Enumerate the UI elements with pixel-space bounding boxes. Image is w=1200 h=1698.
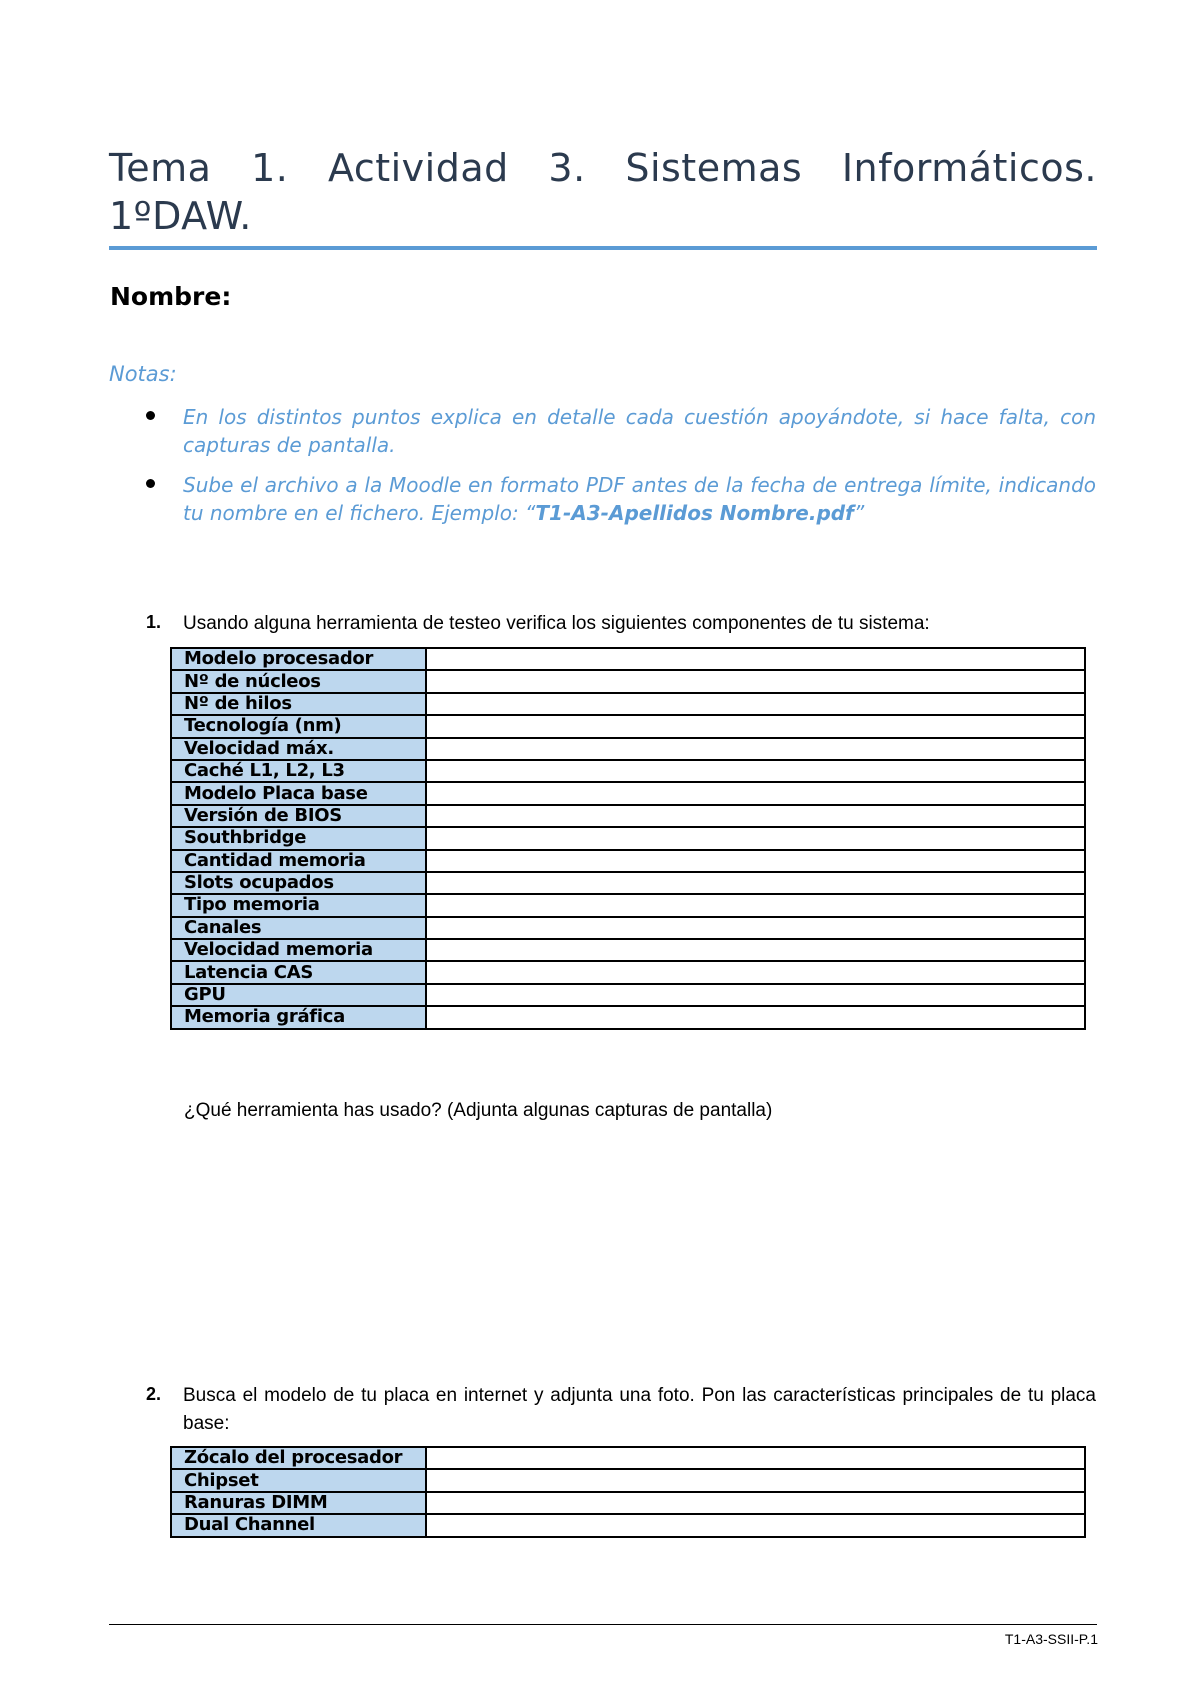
row-value-field[interactable] [426, 917, 1085, 939]
row-label: Cantidad memoria [171, 850, 426, 872]
row-label: Chipset [171, 1469, 426, 1491]
table-row [171, 1492, 1085, 1514]
row-value-field[interactable] [426, 760, 1085, 782]
table-row [171, 782, 1085, 804]
row-value-field[interactable] [426, 872, 1085, 894]
question-number: 1. [146, 612, 162, 632]
row-value-field[interactable] [426, 894, 1085, 916]
row-value-field[interactable] [426, 1006, 1085, 1028]
table-row [171, 961, 1085, 983]
table-row [171, 850, 1085, 872]
row-label: Velocidad memoria [171, 939, 426, 961]
row-value-field[interactable] [426, 1514, 1085, 1536]
row-value-field[interactable] [426, 805, 1085, 827]
table-row [171, 693, 1085, 715]
row-label: Ranuras DIMM [171, 1492, 426, 1514]
tool-question: ¿Qué herramienta has usado? (Adjunta algunas capturas de pantalla) [184, 1100, 773, 1121]
note-item [183, 471, 1096, 527]
row-value-field[interactable] [426, 670, 1085, 692]
note-text-end: ” [853, 501, 865, 525]
table-row [171, 738, 1085, 760]
bullet-icon [146, 479, 155, 488]
row-label: Velocidad máx. [171, 738, 426, 760]
bullet-icon [146, 411, 155, 420]
question-text: Busca el modelo de tu placa en internet y adjunta una foto. Pon las características principales de tu placa base: [183, 1385, 1096, 1434]
note-item: En los distintos puntos explica en detalle cada cuestión apoyándote, si hace falta, con capturas de pantalla. [183, 405, 1096, 457]
row-value-field[interactable] [426, 648, 1085, 670]
row-value-field[interactable] [426, 693, 1085, 715]
motherboard-table [170, 1446, 1086, 1538]
note-text: Sube el archivo a la Moodle en formato PDF antes de la fecha de entrega límite, indicando tu nombre en el fichero. Ejemplo: “ [183, 473, 1096, 525]
table-row [171, 1514, 1085, 1536]
row-label: GPU [171, 984, 426, 1006]
note-filename: T1-A3-Apellidos Nombre.pdf [535, 501, 854, 525]
row-value-field[interactable] [426, 738, 1085, 760]
row-value-field[interactable] [426, 715, 1085, 737]
row-value-field[interactable] [426, 850, 1085, 872]
row-label: Zócalo del procesador [171, 1447, 426, 1469]
row-label: Canales [171, 917, 426, 939]
footer-page-code: T1-A3-SSII-P.1 [1004, 1631, 1098, 1647]
row-label: Dual Channel [171, 1514, 426, 1536]
table-row [171, 984, 1085, 1006]
row-value-field[interactable] [426, 1492, 1085, 1514]
row-label: Tecnología (nm) [171, 715, 426, 737]
table-row [171, 1006, 1085, 1028]
table-row [171, 917, 1085, 939]
table-row [171, 805, 1085, 827]
row-value-field[interactable] [426, 1447, 1085, 1469]
row-value-field[interactable] [426, 939, 1085, 961]
row-label: Modelo Placa base [171, 782, 426, 804]
system-components-table [170, 647, 1086, 1030]
row-value-field[interactable] [426, 961, 1085, 983]
table-row [171, 939, 1085, 961]
row-label: Modelo procesador [171, 648, 426, 670]
question-text: Usando alguna herramienta de testeo verifica los siguientes componentes de tu sistema: [183, 613, 930, 634]
table-row [171, 648, 1085, 670]
table-row [171, 670, 1085, 692]
title-underline [109, 246, 1097, 250]
table-row [171, 1469, 1085, 1491]
row-value-field[interactable] [426, 984, 1085, 1006]
row-value-field[interactable] [426, 827, 1085, 849]
table-row [171, 715, 1085, 737]
row-label: Southbridge [171, 827, 426, 849]
table-row [171, 1447, 1085, 1469]
footer-rule [109, 1624, 1097, 1625]
row-value-field[interactable] [426, 782, 1085, 804]
row-label: Caché L1, L2, L3 [171, 760, 426, 782]
row-label: Nº de hilos [171, 693, 426, 715]
notes-heading: Notas: [109, 362, 177, 386]
row-label: Memoria gráfica [171, 1006, 426, 1028]
row-label: Latencia CAS [171, 961, 426, 983]
row-label: Nº de núcleos [171, 670, 426, 692]
row-value-field[interactable] [426, 1469, 1085, 1491]
table-row [171, 827, 1085, 849]
row-label: Tipo memoria [171, 894, 426, 916]
document-title: Tema 1. Actividad 3. Sistemas Informáticos. 1ºDAW. [109, 146, 1097, 238]
row-label: Slots ocupados [171, 872, 426, 894]
question-number: 2. [146, 1384, 162, 1404]
nombre-label: Nombre: [110, 282, 232, 311]
table-row [171, 872, 1085, 894]
table-row [171, 760, 1085, 782]
table-row [171, 894, 1085, 916]
row-label: Versión de BIOS [171, 805, 426, 827]
